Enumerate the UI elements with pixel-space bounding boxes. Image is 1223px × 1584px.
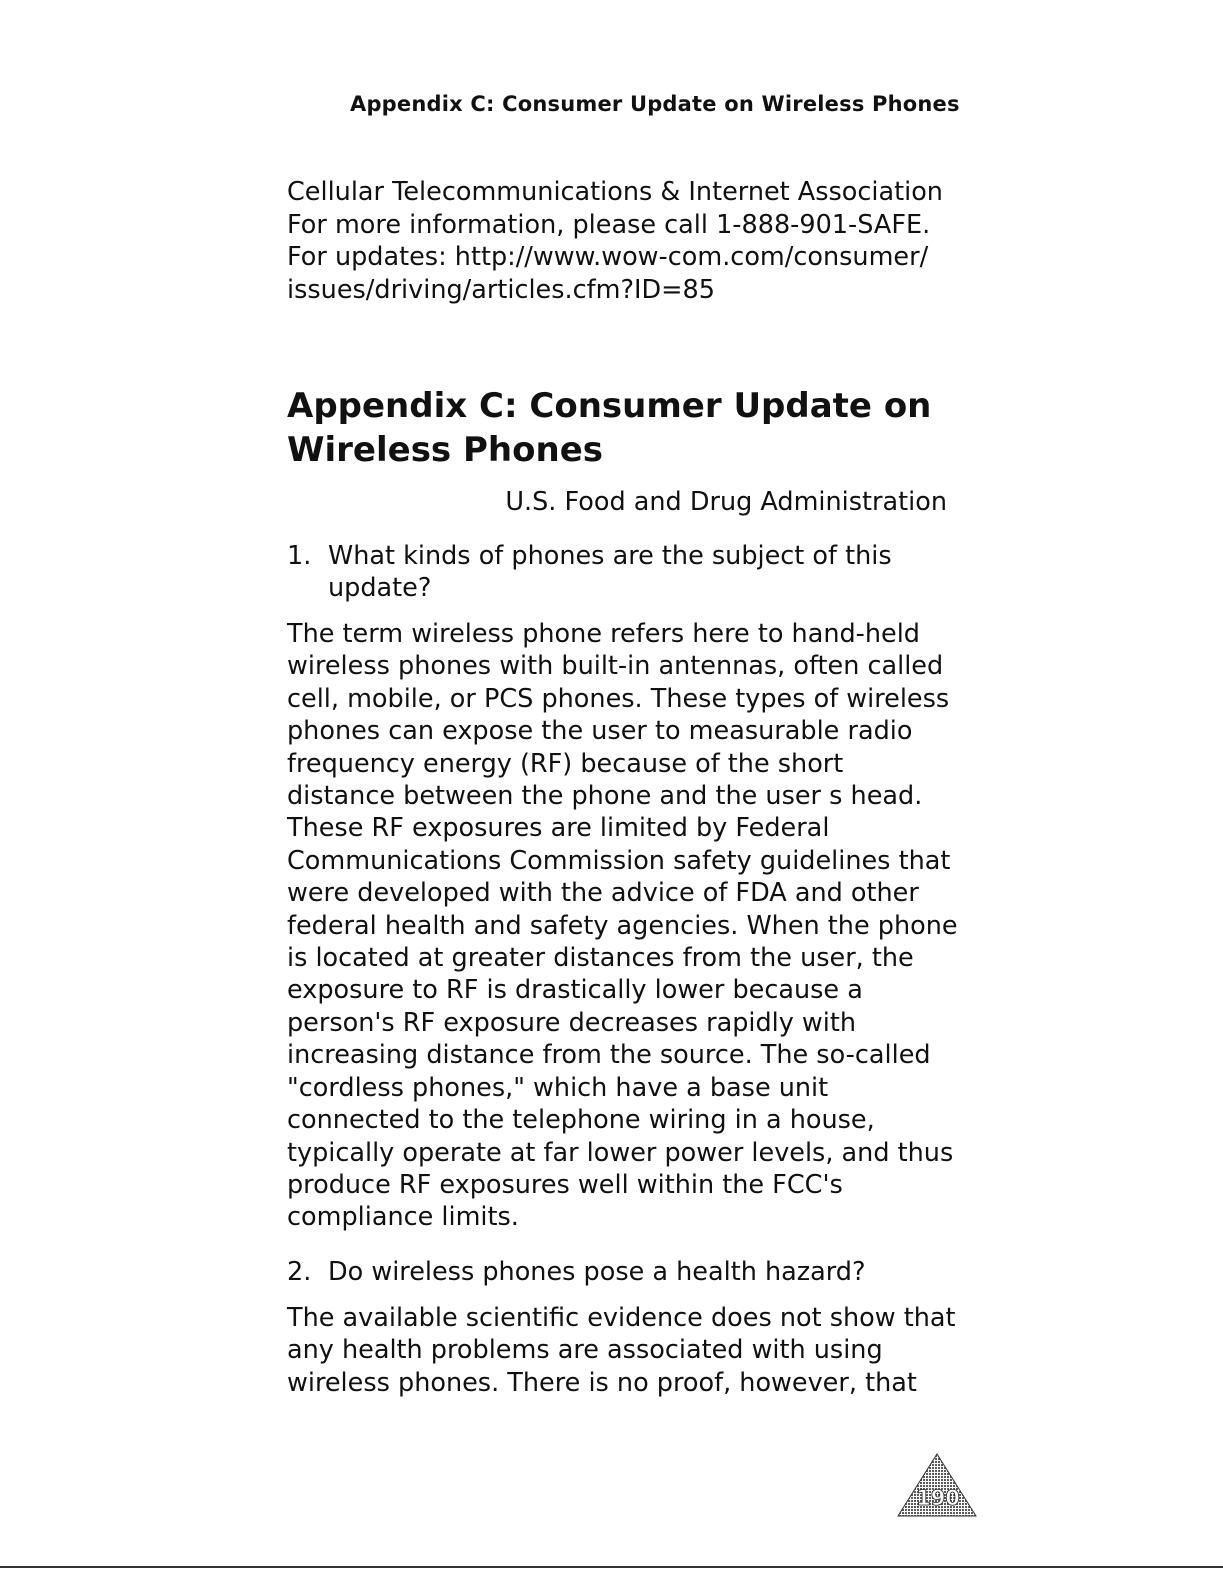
- paragraph-line: frequency energy (RF) because of the short: [287, 748, 844, 779]
- paragraph-line: The available scientific evidence does not show that: [287, 1302, 956, 1333]
- question-text: Do wireless phones pose a health hazard?: [328, 1256, 866, 1287]
- question-line: update?: [328, 573, 432, 603]
- answer-1: [287, 618, 958, 1234]
- paragraph-line: were developed with the advice of FDA and other: [287, 878, 919, 909]
- paragraph-line: exposure to RF is drastically lower because a: [287, 975, 863, 1006]
- paragraph-line: phones can expose the user to measurable radio: [287, 716, 913, 747]
- paragraph-line: distance between the phone and the user s head.: [287, 781, 923, 812]
- paragraph-line: person's RF exposure decreases rapidly with: [287, 1007, 857, 1038]
- intro-line: For more information, please call 1-888-901-SAFE.: [287, 209, 931, 240]
- paragraph-line: any health problems are associated with using: [287, 1335, 883, 1366]
- intro-line: For updates: http://www.wow-com.com/consumer/: [287, 242, 929, 272]
- question-2: [287, 1256, 947, 1288]
- paragraph-line: These RF exposures are limited by Federal: [287, 813, 830, 844]
- paragraph-line: federal health and safety agencies. When the phone: [287, 910, 958, 941]
- answer-2: [287, 1302, 956, 1399]
- page-number-badge: [896, 1452, 978, 1518]
- paragraph-line: The term wireless phone refers here to hand-held: [287, 619, 920, 649]
- intro-block: [287, 176, 947, 306]
- question-text: [328, 540, 892, 604]
- paragraph-line: "cordless phones," which have a base unit: [287, 1072, 829, 1103]
- running-header: Appendix C: Consumer Update on Wireless Phones: [350, 92, 960, 116]
- paragraph-line: produce RF exposures well within the FCC's: [287, 1169, 843, 1200]
- page-content: [287, 176, 958, 1399]
- question-number: 1.: [287, 541, 312, 571]
- paragraph-line: Communications Commission safety guidelines that: [287, 845, 951, 876]
- question-1: [287, 540, 947, 604]
- question-number: 2.: [287, 1256, 312, 1287]
- paragraph-line: is located at greater distances from the user, the: [287, 943, 914, 974]
- question-line: What kinds of phones are the subject of this: [328, 541, 892, 571]
- section-subtitle: U.S. Food and Drug Administration: [505, 487, 947, 517]
- paragraph-line: increasing distance from the source. The so-called: [287, 1040, 931, 1071]
- section-title-line: Appendix C: Consumer Update on: [287, 386, 932, 426]
- section-title: [287, 384, 947, 472]
- paragraph-line: typically operate at far lower power levels, and thus: [287, 1137, 954, 1168]
- bottom-rule: [0, 1566, 1223, 1568]
- page-number: 190: [916, 1486, 960, 1510]
- intro-line: Cellular Telecommunications & Internet Association: [287, 177, 943, 207]
- section-title-line: Wireless Phones: [287, 430, 603, 470]
- intro-line: issues/driving/articles.cfm?ID=85: [287, 274, 715, 305]
- paragraph-line: connected to the telephone wiring in a house,: [287, 1105, 875, 1136]
- paragraph-line: wireless phones with built-in antennas, often called: [287, 651, 944, 682]
- paragraph-line: cell, mobile, or PCS phones. These types of wireless: [287, 683, 950, 714]
- paragraph-line: wireless phones. There is no proof, however, that: [287, 1367, 917, 1398]
- paragraph-line: compliance limits.: [287, 1202, 519, 1233]
